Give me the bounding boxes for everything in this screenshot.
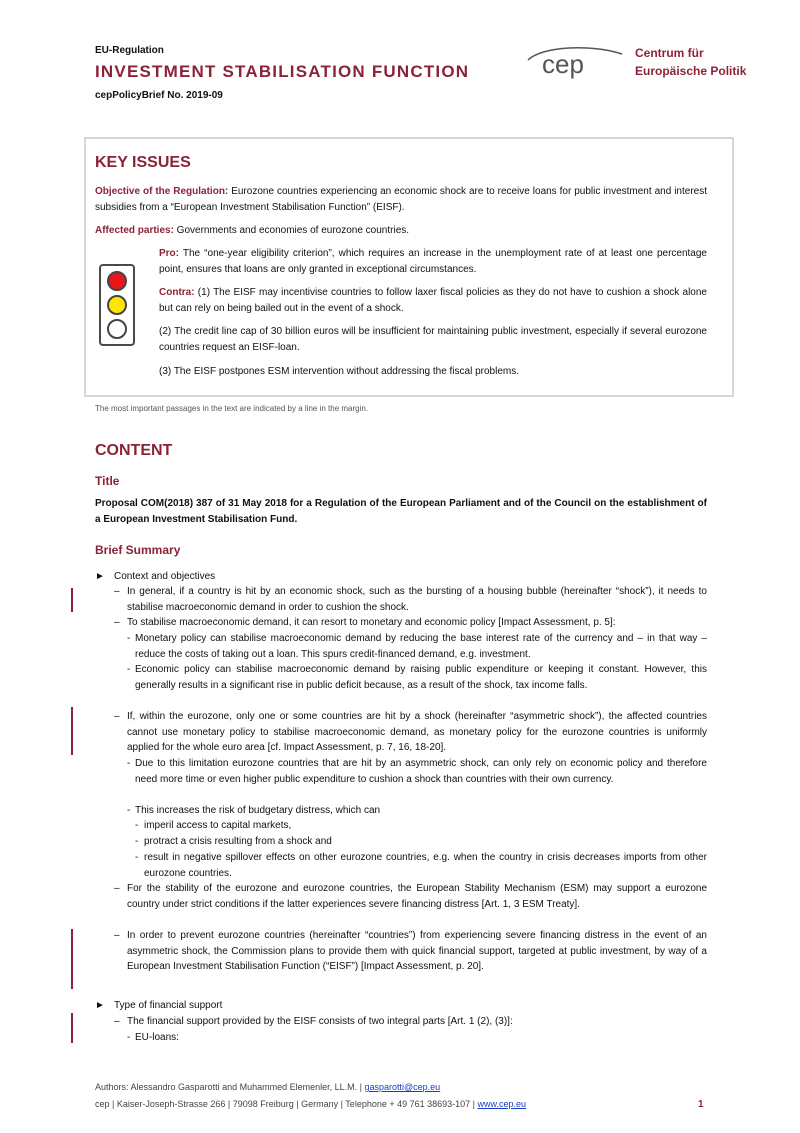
cep-logo-mark-icon bbox=[522, 40, 632, 90]
dash-bullet: – bbox=[114, 930, 120, 941]
list-item: imperil access to capital markets, bbox=[144, 820, 292, 831]
affected-label: Affected parties: bbox=[95, 225, 174, 236]
authors-text: Authors: Alessandro Gasparotti and Muhammed Elemenler, LL.M. | bbox=[95, 1082, 365, 1092]
list-item: In order to prevent eurozone countries (hereinafter “countries”) from experiencing severe financing distress in the event of an asymmetric shock, the Commission plans to provide them with quick financial support, targeted at public investment, by way of a European Investment Stabilisation Function (“EISF”) [Impact Assessment, p. 20]. bbox=[127, 930, 707, 973]
margin-line bbox=[71, 1013, 73, 1043]
affected-text: Governments and economies of eurozone countries. bbox=[173, 225, 410, 236]
cep-logo bbox=[522, 40, 762, 90]
objective-label: Objective of the Regulation: bbox=[95, 186, 229, 197]
org-name-line2: Europäische Politik bbox=[635, 64, 747, 78]
dash-bullet: - bbox=[135, 852, 139, 863]
dash-bullet: – bbox=[114, 617, 120, 628]
dash-bullet: - bbox=[127, 805, 131, 816]
traffic-light-icon bbox=[99, 264, 135, 346]
list-item: In general, if a country is hit by an economic shock, such as the bursting of a housing bubble (hereinafter “shock”), it needs to stabilise macroeconomic demand in order to cushion the shock. bbox=[127, 586, 707, 613]
objective-text: Eurozone countries experiencing an economic shock are to receive loans for public investment and interest subsidies from a “European Investment Stabilisation Function” (EISF). bbox=[95, 186, 707, 213]
contra-paragraph-3: (3) The EISF postpones ESM intervention without addressing the fiscal problems. bbox=[159, 366, 519, 377]
key-issues-box bbox=[84, 137, 734, 397]
list-item: Due to this limitation eurozone countries that are hit by an asymmetric shock, can only rely on economic policy and therefore need more time or even higher public expenditure to cushion a shock than countries with their own currency. bbox=[135, 758, 707, 785]
list-item: result in negative spillover effects on other eurozone countries, e.g. when the country in crisis decreases imports from other eurozone countries. bbox=[144, 852, 707, 879]
list-item: To stabilise macroeconomic demand, it can resort to monetary and economic policy [Impact Assessment, p. 5]: bbox=[127, 617, 616, 628]
contra-label: Contra: bbox=[159, 287, 195, 298]
org-name-line1: Centrum für bbox=[635, 46, 704, 60]
author-email-link[interactable]: gasparotti@cep.eu bbox=[364, 1082, 441, 1092]
objective-paragraph bbox=[95, 184, 707, 216]
dash-bullet: – bbox=[114, 1016, 120, 1027]
pro-text: The “one-year eligibility criterion”, which requires an increase in the unemployment rate of at least one percentage point, ensures that loans are only granted in exceptional circumstances. bbox=[159, 248, 707, 275]
page-number: 1 bbox=[698, 1099, 704, 1110]
dash-bullet: – bbox=[114, 711, 120, 722]
off-light-icon bbox=[107, 319, 127, 339]
proposal-title: Proposal COM(2018) 387 of 31 May 2018 for a Regulation of the European Parliament and of the Council on the establishment of a European Investment Stabilisation Fund. bbox=[95, 498, 707, 525]
red-light-icon bbox=[107, 271, 127, 291]
key-issues-heading: KEY ISSUES bbox=[95, 154, 191, 171]
section-arrow-icon: ► bbox=[95, 571, 105, 582]
brief-summary-heading: Brief Summary bbox=[95, 543, 181, 557]
dash-bullet: - bbox=[127, 758, 131, 769]
contra-text-1: (1) The EISF may incentivise countries to follow laxer fiscal policies as they do not have to cushion a shock alone but can rely on being bailed out in the event of a shock. bbox=[159, 287, 707, 314]
dash-bullet: - bbox=[127, 1032, 131, 1043]
document-title: INVESTMENT STABILISATION FUNCTION bbox=[95, 62, 470, 81]
affected-paragraph bbox=[95, 223, 707, 239]
website-link[interactable]: www.cep.eu bbox=[477, 1099, 527, 1109]
organisation-name bbox=[635, 44, 746, 80]
dash-bullet: – bbox=[114, 883, 120, 894]
list-item: EU-loans: bbox=[135, 1032, 179, 1043]
section-financial-support: Type of financial support bbox=[114, 1000, 223, 1011]
pro-label: Pro: bbox=[159, 248, 179, 259]
list-item: Economic policy can stabilise macroeconomic demand by raising public expenditure or keeping it constant. However, this generally results in a significant rise in public deficit because, as a result of the shock, tax income falls. bbox=[135, 664, 707, 691]
list-item: Monetary policy can stabilise macroeconomic demand by reducing the base interest rate of the currency and – in that way – reduce the costs of taking out a loan. This spurs credit-financed demand, e.g. investment. bbox=[135, 633, 707, 660]
dash-bullet: – bbox=[114, 586, 120, 597]
dash-bullet: - bbox=[127, 633, 131, 644]
list-item: protract a crisis resulting from a shock and bbox=[144, 836, 332, 847]
address-line bbox=[95, 1099, 526, 1109]
dash-bullet: - bbox=[127, 664, 131, 675]
dash-bullet: - bbox=[135, 820, 139, 831]
margin-line-footnote: The most important passages in the text are indicated by a line in the margin. bbox=[95, 404, 369, 413]
regulation-category: EU-Regulation bbox=[95, 45, 164, 56]
margin-line bbox=[71, 707, 73, 755]
section-arrow-icon: ► bbox=[95, 1000, 105, 1011]
logo-text: cep bbox=[542, 49, 584, 79]
dash-bullet: - bbox=[135, 836, 139, 847]
address-text: cep | Kaiser-Joseph-Strasse 266 | 79098 Freiburg | Germany | Telephone + 49 761 38693-107 | bbox=[95, 1099, 478, 1109]
yellow-light-icon bbox=[107, 295, 127, 315]
title-heading: Title bbox=[95, 474, 120, 488]
list-item: The financial support provided by the EISF consists of two integral parts [Art. 1 (2), (3)]: bbox=[127, 1016, 513, 1027]
section-context-objectives: Context and objectives bbox=[114, 571, 216, 582]
margin-line bbox=[71, 929, 73, 989]
contra-paragraph-1 bbox=[159, 285, 707, 317]
margin-line bbox=[71, 588, 73, 612]
authors-line bbox=[95, 1082, 440, 1092]
brief-number: cepPolicyBrief No. 2019-09 bbox=[95, 90, 223, 101]
list-item: This increases the risk of budgetary distress, which can bbox=[135, 805, 381, 816]
content-heading: CONTENT bbox=[95, 442, 173, 459]
pro-paragraph bbox=[159, 246, 707, 278]
list-item: If, within the eurozone, only one or some countries are hit by a shock (hereinafter “asymmetric shock”), the affected countries cannot use monetary policy to stabilise macroeconomic demand, as monetary policy for the eurozone countries is uniformly applied for the whole euro area [cf. Impact Assessment, p. 7, 16, 18-20]. bbox=[127, 711, 707, 754]
list-item: For the stability of the eurozone and eurozone countries, the European Stability Mechanism (ESM) may support a eurozone country under strict conditions if the latter experiences severe financing distress [Art. 1, 3 ESM Treaty]. bbox=[127, 883, 707, 910]
contra-paragraph-2: (2) The credit line cap of 30 billion euros will be insufficient for maintaining public investment, especially if several eurozone countries request an EISF-loan. bbox=[159, 326, 707, 353]
